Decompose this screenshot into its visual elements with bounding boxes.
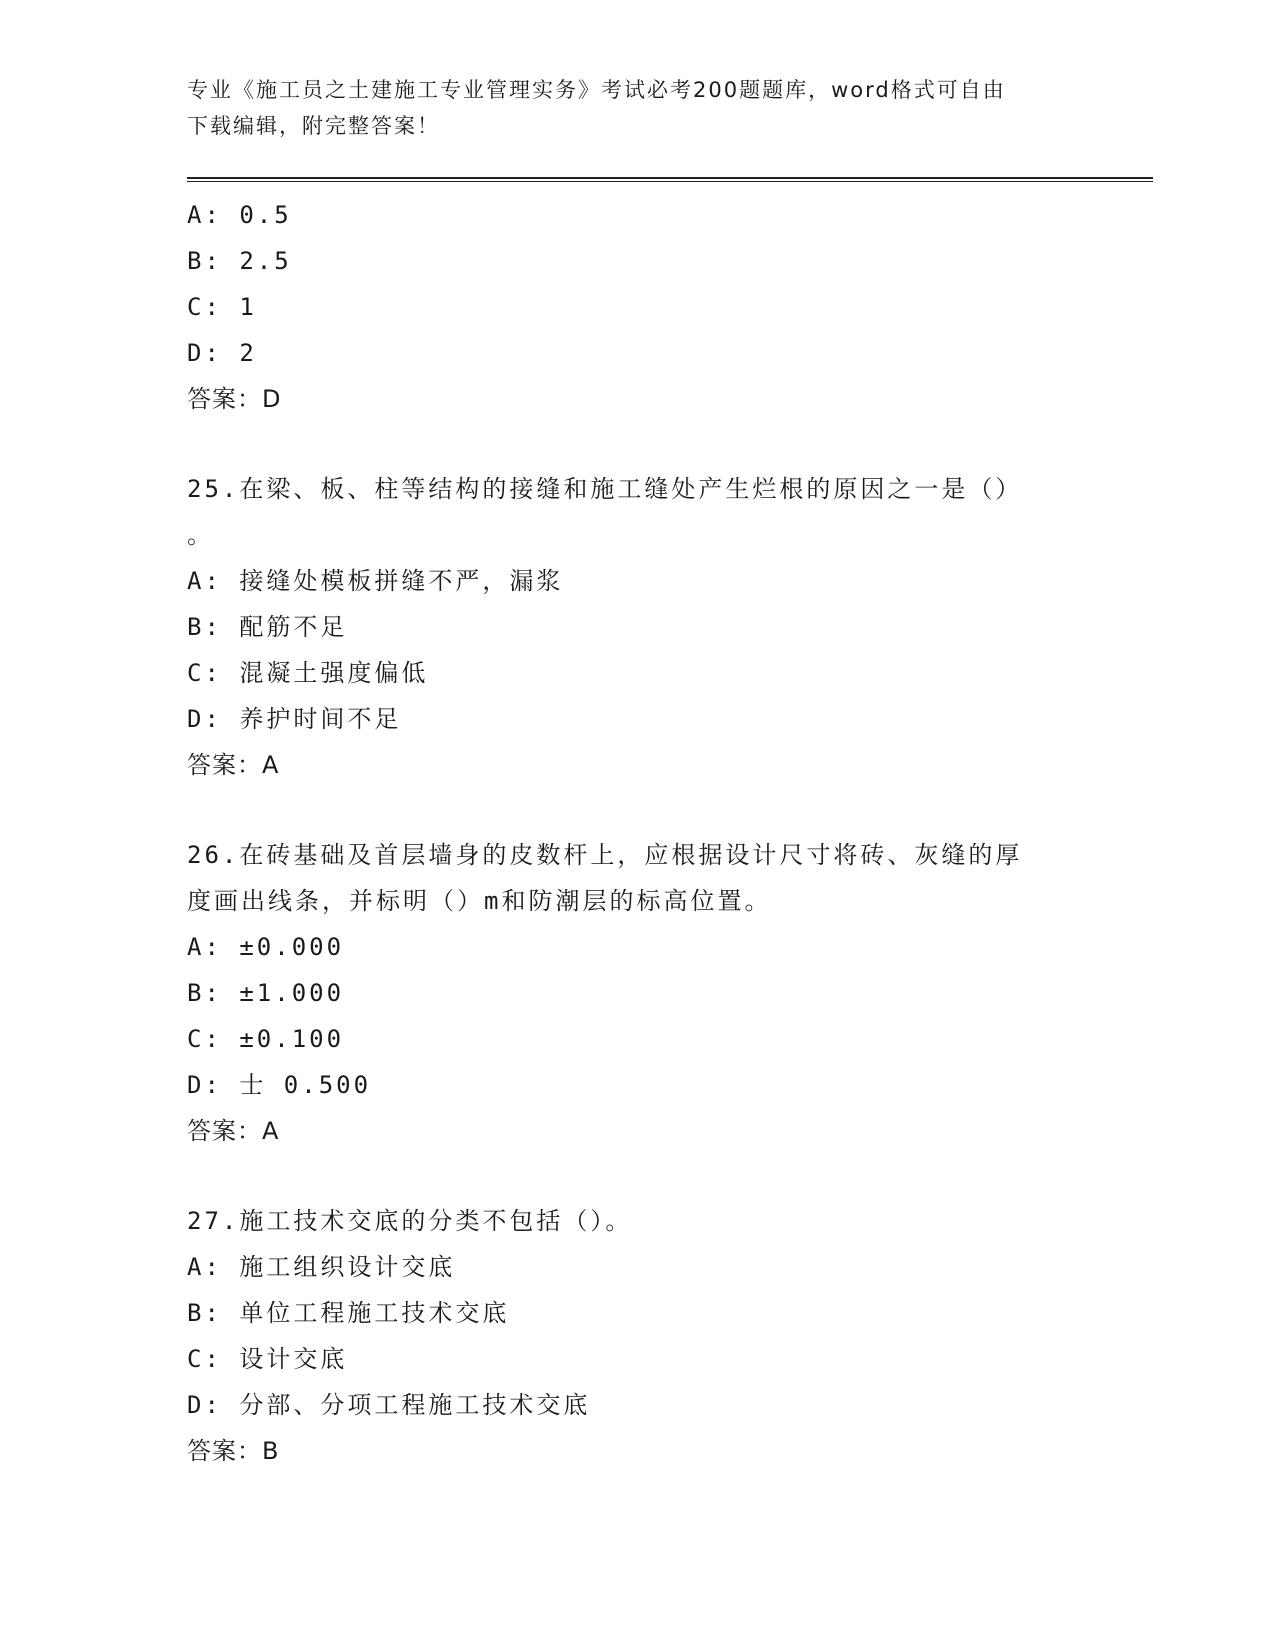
question-stem-continued: 度画出线条，并标明（）m和防潮层的标高位置。	[187, 887, 772, 915]
question-stem-continued: 。	[187, 521, 214, 549]
option-c: C: 设计交底	[187, 1345, 348, 1373]
question-stem: 27.施工技术交底的分类不包括（）。	[187, 1207, 633, 1235]
header-divider	[187, 177, 1153, 182]
question-stem: 26.在砖基础及首层墙身的皮数杆上，应根据设计尺寸将砖、灰缝的厚	[187, 841, 1023, 869]
option-d: D: 2	[187, 339, 257, 367]
option-a: A: ±0.000	[187, 933, 345, 961]
option-b: B: 单位工程施工技术交底	[187, 1299, 510, 1327]
question-block-25	[187, 466, 1087, 788]
question-list	[187, 192, 1087, 1474]
answer: 答案：A	[187, 1117, 280, 1145]
option-a: A: 施工组织设计交底	[187, 1253, 456, 1281]
option-b: B: 2.5	[187, 247, 292, 275]
option-b: B: ±1.000	[187, 979, 345, 1007]
header-line-2: 下载编辑，附完整答案！	[187, 114, 440, 138]
question-block-24	[187, 192, 1087, 422]
option-a: A: 接缝处模板拼缝不严，漏浆	[187, 567, 564, 595]
document-header	[187, 72, 1087, 144]
option-d: D: 士 0.500	[187, 1071, 372, 1099]
question-block-27	[187, 1198, 1087, 1474]
option-c: C: ±0.100	[187, 1025, 345, 1053]
question-block-26	[187, 832, 1087, 1154]
answer: 答案：D	[187, 385, 282, 413]
option-a: A: 0.5	[187, 201, 292, 229]
answer: 答案：A	[187, 751, 280, 779]
header-line-1: 专业《施工员之土建施工专业管理实务》考试必考200题题库，word格式可自由	[187, 78, 1006, 102]
option-c: C: 混凝土强度偏低	[187, 659, 429, 687]
option-d: D: 分部、分项工程施工技术交底	[187, 1391, 591, 1419]
question-stem: 25.在梁、板、柱等结构的接缝和施工缝处产生烂根的原因之一是（）	[187, 475, 1023, 503]
option-c: C: 1	[187, 293, 257, 321]
option-d: D: 养护时间不足	[187, 705, 402, 733]
answer: 答案：B	[187, 1437, 280, 1465]
option-b: B: 配筋不足	[187, 613, 348, 641]
